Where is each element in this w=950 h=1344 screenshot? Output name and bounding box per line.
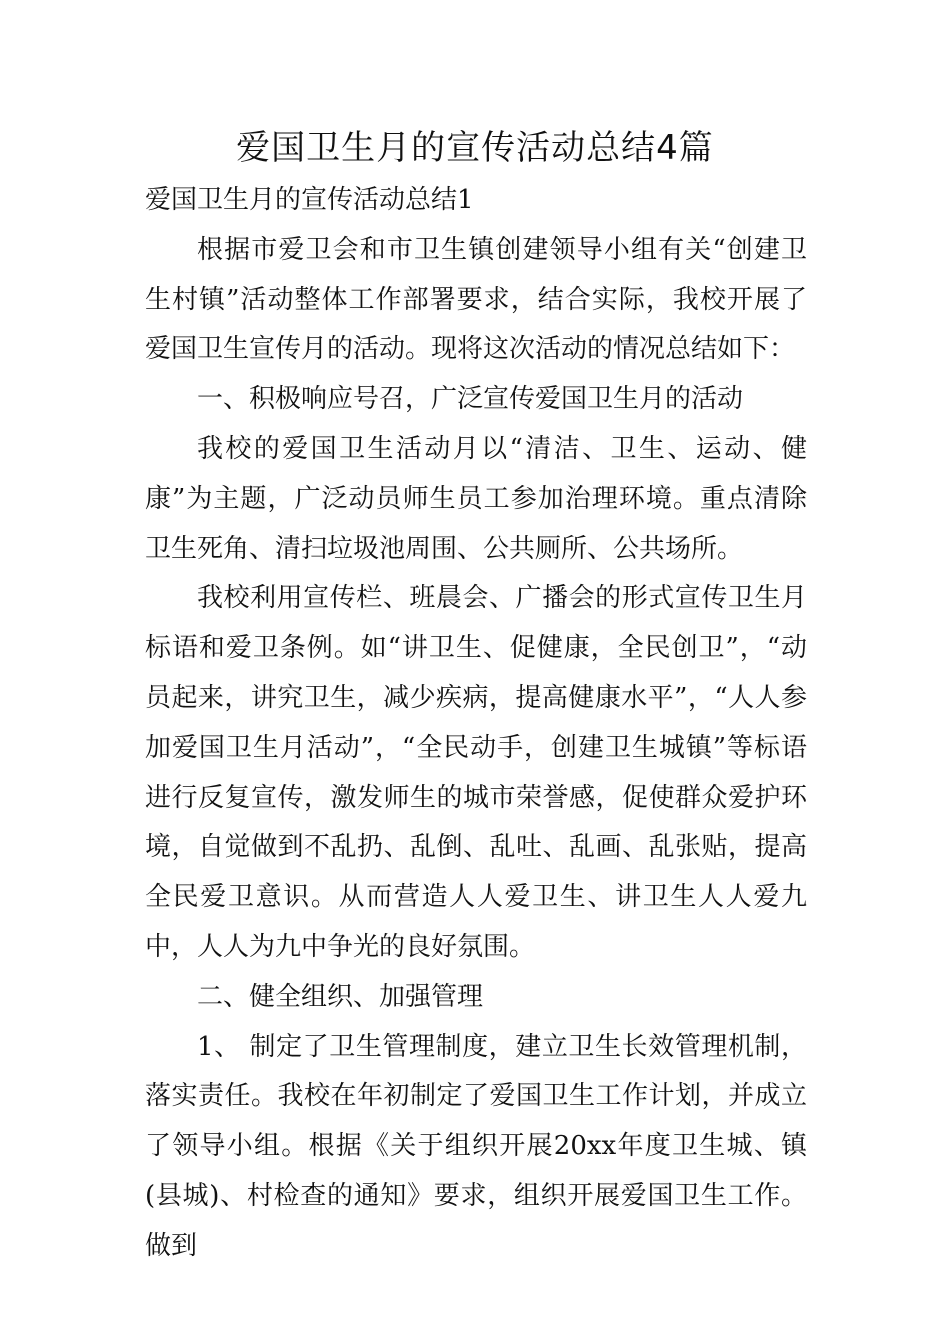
- paragraph-management: 1、 制定了卫生管理制度，建立卫生长效管理机制，落实责任。我校在年初制定了爱国卫生工作计划，并成立了领导小组。根据《关于组织开展20xx年度卫生城、镇(县城)、村检查的通知》要求，组织开展爱国卫生工作。做到: [145, 1031, 807, 1261]
- paragraph-intro: 根据市爱卫会和市卫生镇创建领导小组有关“创建卫生村镇”活动整体工作部署要求，结合实际，我校开展了爱国卫生宣传月的活动。现将这次活动的情况总结如下：: [145, 234, 807, 365]
- paragraph-theme: 我校的爱国卫生活动月以“清洁、卫生、运动、健康”为主题，广泛动员师生员工参加治理环境。重点清除卫生死角、清扫垃圾池周围、公共厕所、公共场所。: [145, 433, 807, 564]
- paragraph-slogans: 我校利用宣传栏、班晨会、广播会的形式宣传卫生月标语和爱卫条例。如“讲卫生、促健康，全民创卫”，“动员起来，讲究卫生，减少疾病，提高健康水平”，“人人参加爱国卫生月活动”，“全民动手，创建卫生城镇”等标语进行反复宣传，激发师生的城市荣誉感，促使群众爱护环境，自觉做到不乱扔、乱倒、乱吐、乱画、乱张贴，提高全民爱卫意识。从而营造人人爱卫生、讲卫生人人爱九中，人人为九中争光的良好氛围。: [145, 583, 807, 962]
- heading-section-two: 二、健全组织、加强管理: [197, 981, 484, 1012]
- heading-section-one: 一、积极响应号召，广泛宣传爱国卫生月的活动: [197, 384, 744, 415]
- document-title: 爱国卫生月的宣传活动总结4篇: [236, 128, 714, 168]
- document-body: [145, 176, 807, 1272]
- section-title: 爱国卫生月的宣传活动总结1: [145, 185, 474, 215]
